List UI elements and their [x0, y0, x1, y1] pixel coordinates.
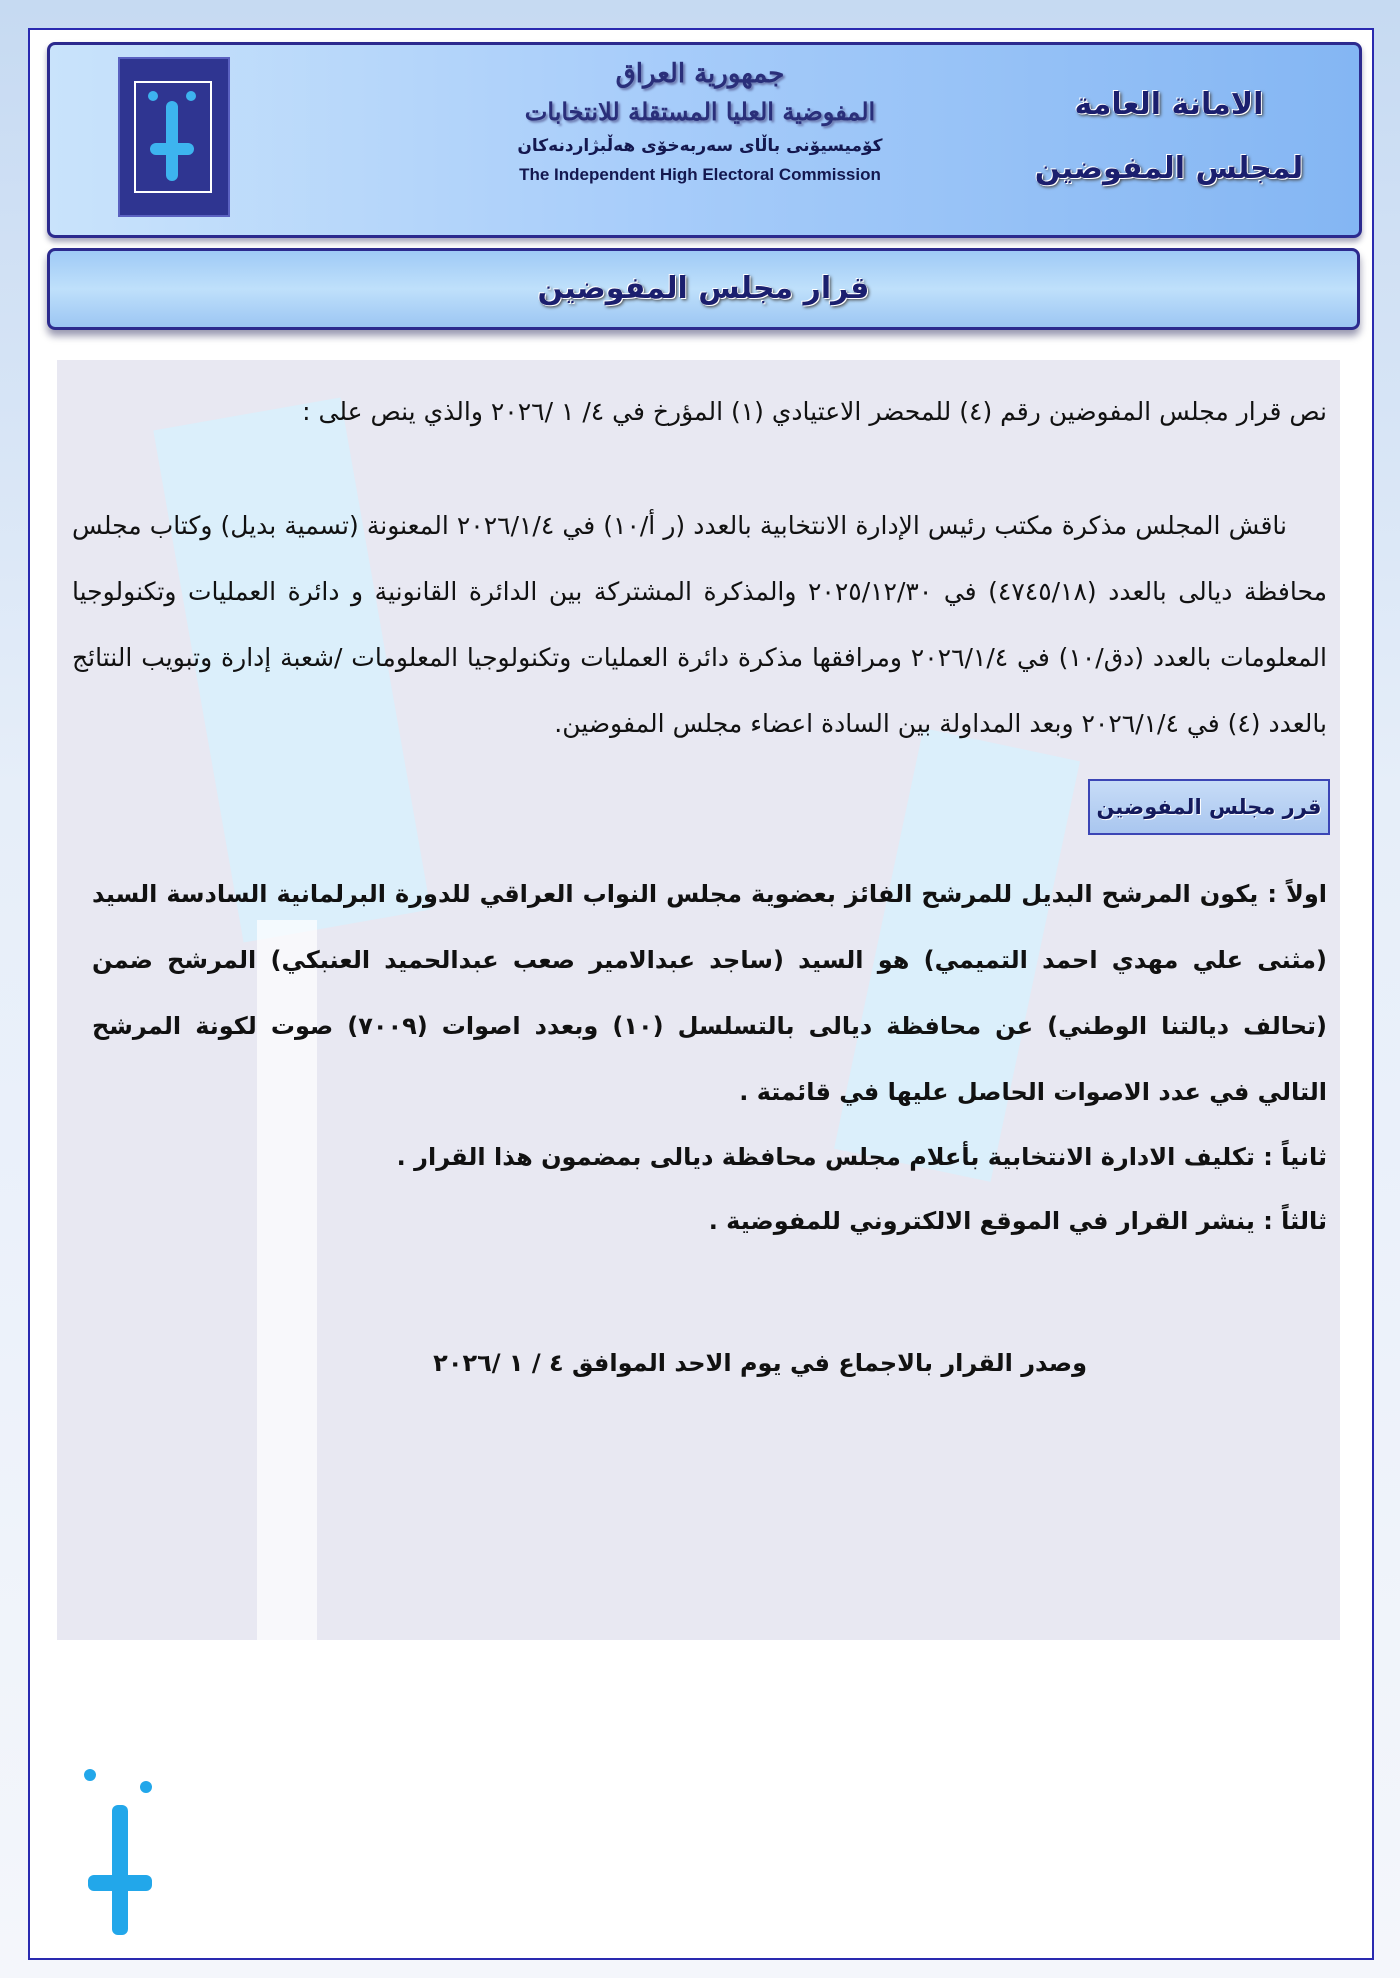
document-text: [72, 378, 1327, 1383]
decision-heading-row: [72, 779, 1327, 835]
logo-mark-icon: [134, 81, 212, 193]
emblem-line-4: The Independent High Electoral Commission: [519, 165, 881, 184]
document-title-bar: [47, 248, 1360, 330]
decision-item: ثانياً : تكليف الادارة الانتخابية بأعلام مجلس محافظة ديالى بمضمون هذا القرار .: [396, 1143, 1327, 1171]
decision-heading: قرر مجلس المفوضين: [1096, 795, 1322, 819]
department-line-2: لمجلس المفوضين: [1034, 151, 1304, 186]
decision-item: ثالثاً : ينشر القرار في الموقع الالكتروني للمفوضية .: [708, 1207, 1327, 1235]
logo-stroke: [112, 1805, 128, 1935]
corner-logo-icon: [76, 1765, 166, 1950]
logo-stroke: [166, 101, 178, 181]
decisions-list: [72, 861, 1327, 1253]
document-title: قرار مجلس المفوضين: [537, 271, 870, 306]
department-name: [1019, 73, 1319, 201]
logo-stroke: [140, 1781, 152, 1793]
body-paragraph-text: ناقش المجلس مذكرة مكتب رئيس الإدارة الانتخابية بالعدد (ر أ/١٠) في ٢٠٢٦/١/٤ المعنونة (تسمية بديل) وكتاب مجلس محافظة ديالى بالعدد (٤٧٤٥/١٨) في ٢٠٢٥/١٢/٣٠ والمذكرة المشتركة بين الدائرة القانونية و دائرة العمليات وتكنولوجيا المعلومات بالعدد (دق/١٠) في ٢٠٢٦/١/٤ ومرافقها مذكرة دائرة العمليات وتكنولوجيا المعلومات /شعبة إدارة وتبويب النتائج بالعدد (٤) في ٢٠٢٦/١/٤ وبعد المداولة بين السادة اعضاء مجلس المفوضين.: [72, 511, 1327, 738]
intro-text: نص قرار مجلس المفوضين رقم (٤) للمحضر الاعتيادي (١) المؤرخ في ٤/ ١ /٢٠٢٦ والذي ينص على :: [302, 397, 1327, 426]
emblem-line-3: كۆمیسیۆنی باڵای سەربەخۆی هەڵبژاردنەکان: [517, 136, 883, 156]
decision-item: اولاً : يكون المرشح البديل للمرشح الفائز بعضوية مجلس النواب العراقي للدورة البرلمانية السادسة السيد (مثنى علي مهدي احمد التميمي) هو السيد (ساجد عبدالامير صعب عبدالحميد العنبكي) المرشح ضمن (تحالف ديالتنا الوطني) عن محافظة ديالى بالتسلسل (١٠) وبعدد اصوات (٧٠٠٩) صوت لكونة المرشح التالي في عدد الاصوات الحاصل عليها في قائمتة .: [92, 880, 1327, 1106]
issuance-statement: وصدر القرار بالاجماع في يوم الاحد الموافق ٤ / ١ /٢٠٢٦: [433, 1349, 1087, 1377]
letterhead: [47, 42, 1362, 238]
department-line-1: الامانة العامة: [1074, 87, 1264, 122]
decision-heading-box: [1088, 779, 1330, 835]
ihec-logo: [118, 57, 230, 217]
emblem-line-1: جمهورية العراق: [615, 59, 785, 89]
logo-stroke: [84, 1769, 96, 1781]
logo-stroke: [148, 91, 158, 101]
logo-stroke: [186, 91, 196, 101]
commission-emblem: [450, 55, 950, 189]
logo-stroke: [150, 143, 194, 155]
emblem-line-2: المفوضية العليا المستقلة للانتخابات: [524, 97, 876, 126]
logo-stroke: [88, 1875, 152, 1891]
